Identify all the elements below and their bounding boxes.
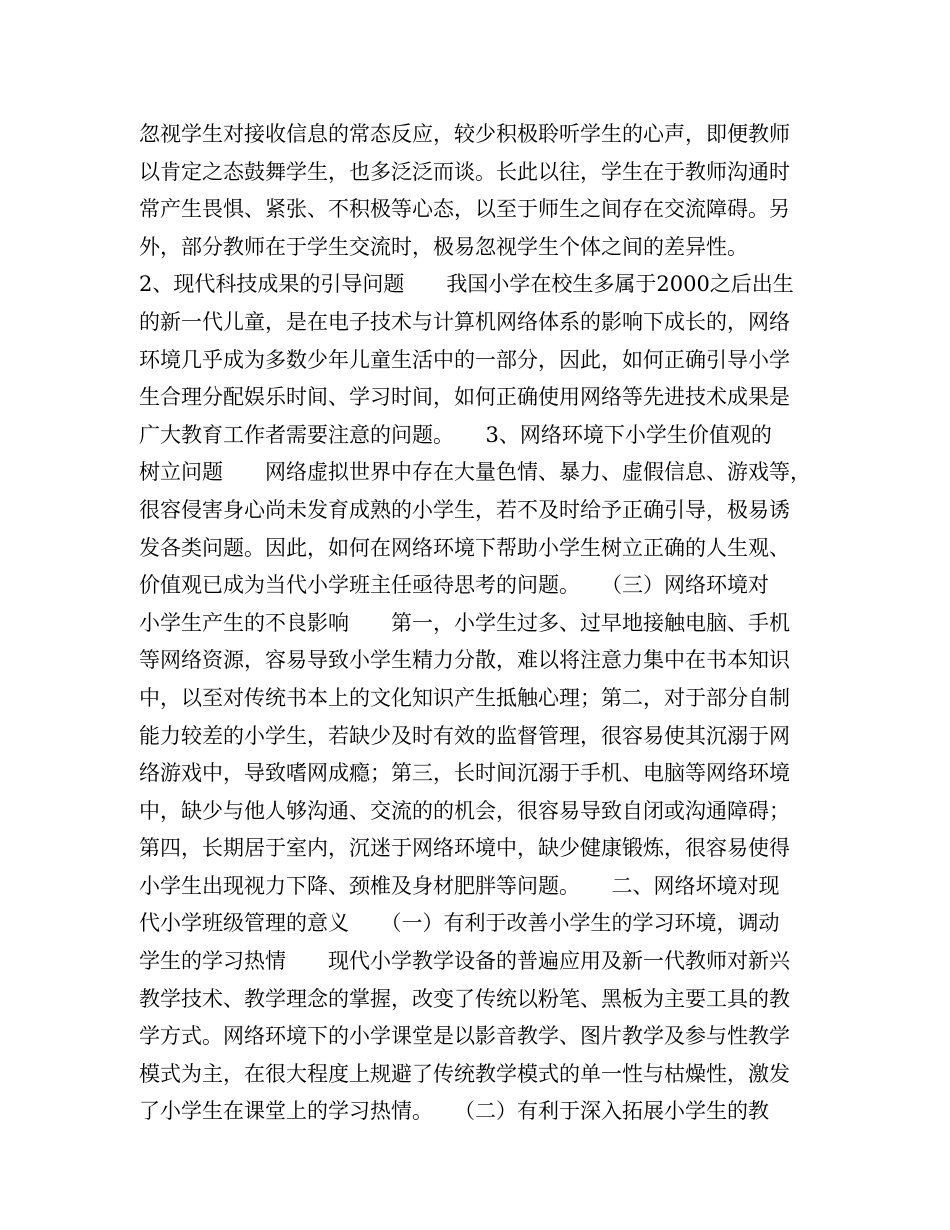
text-line: 树立问题 网络虚拟世界中存在大量色情、暴力、虚假信息、游戏等，	[139, 460, 811, 485]
text-line: 广大教育工作者需要注意的问题。 3、网络环境下小学生价值观的	[139, 422, 772, 447]
text-line: 常产生畏惧、紧张、不积极等心态，以至于师生之间存在交流障碍。另	[139, 197, 790, 222]
text-line: 发各类问题。因此，如何在网络环境下帮助小学生树立正确的人生观、	[139, 535, 790, 560]
text-line: 学方式。网络环境下的小学课堂是以影音教学、图片教学及参与性教学	[139, 1024, 790, 1049]
text-line: 生合理分配娱乐时间、学习时间，如何正确使用网络等先进技术成果是	[139, 385, 790, 410]
text-line: 学生的学习热情 现代小学教学设备的普遍应用及新一代教师对新兴	[139, 949, 790, 974]
text-line: 小学生出现视力下降、颈椎及身材肥胖等问题。 二、网络坏境对现	[139, 873, 780, 898]
text-line: 以肯定之态鼓舞学生，也多泛泛而谈。长此以往，学生在于教师沟通时	[139, 159, 790, 184]
text-line: 价值观已成为当代小学班主任亟待思考的问题。 （三）网络环境对	[139, 573, 769, 598]
text-line: 络游戏中，导致嗜网成瘾；第三，长时间沉溺于手机、电脑等网络环境	[139, 761, 790, 786]
text-line: 的新一代儿童，是在电子技术与计算机网络体系的影响下成长的，网络	[139, 309, 790, 334]
text-line: 教学技术、教学理念的掌握，改变了传统以粉笔、黑板为主要工具的教	[139, 986, 790, 1011]
text-line: 能力较差的小学生，若缺少及时有效的监督管理，很容易使其沉溺于网	[139, 723, 790, 748]
text-line: 很容侵害身心尚未发育成熟的小学生，若不及时给予正确引导，极易诱	[139, 497, 790, 522]
text-line: 中，缺少与他人够沟通、交流的的机会，很容易导致自闭或沟通障碍；	[139, 798, 790, 823]
text-line: 2、现代科技成果的引导问题 我国小学在校生多属于2000之后出生	[139, 272, 794, 297]
text-line: 外，部分教师在于学生交流时，极易忽视学生个体之间的差异性。	[139, 234, 748, 259]
body-text	[139, 116, 829, 1131]
text-line: 环境几乎成为多数少年儿童生活中的一部分，因此，如何正确引导小学	[139, 347, 790, 372]
text-line: 中，以至对传统书本上的文化知识产生抵触心理；第二，对于部分自制	[139, 685, 790, 710]
text-line: 代小学班级管理的意义 （一）有利于改善小学生的学习环境，调动	[139, 911, 780, 936]
text-line: 忽视学生对接收信息的常态反应，较少积极聆听学生的心声，即便教师	[139, 122, 790, 146]
text-line: 小学生产生的不良影响 第一，小学生过多、过早地接触电脑、手机	[139, 610, 790, 635]
text-line: 了小学生在课堂上的学习热情。 （二）有利于深入拓展小学生的教	[139, 1099, 769, 1124]
text-line: 模式为主，在很大程度上规避了传统教学模式的单一性与枯燥性，激发	[139, 1061, 790, 1086]
text-line: 第四，长期居于室内，沉迷于网络环境中，缺少健康锻炼，很容易使得	[139, 836, 790, 861]
text-line: 等网络资源，容易导致小学生精力分散，难以将注意力集中在书本知识	[139, 648, 790, 673]
